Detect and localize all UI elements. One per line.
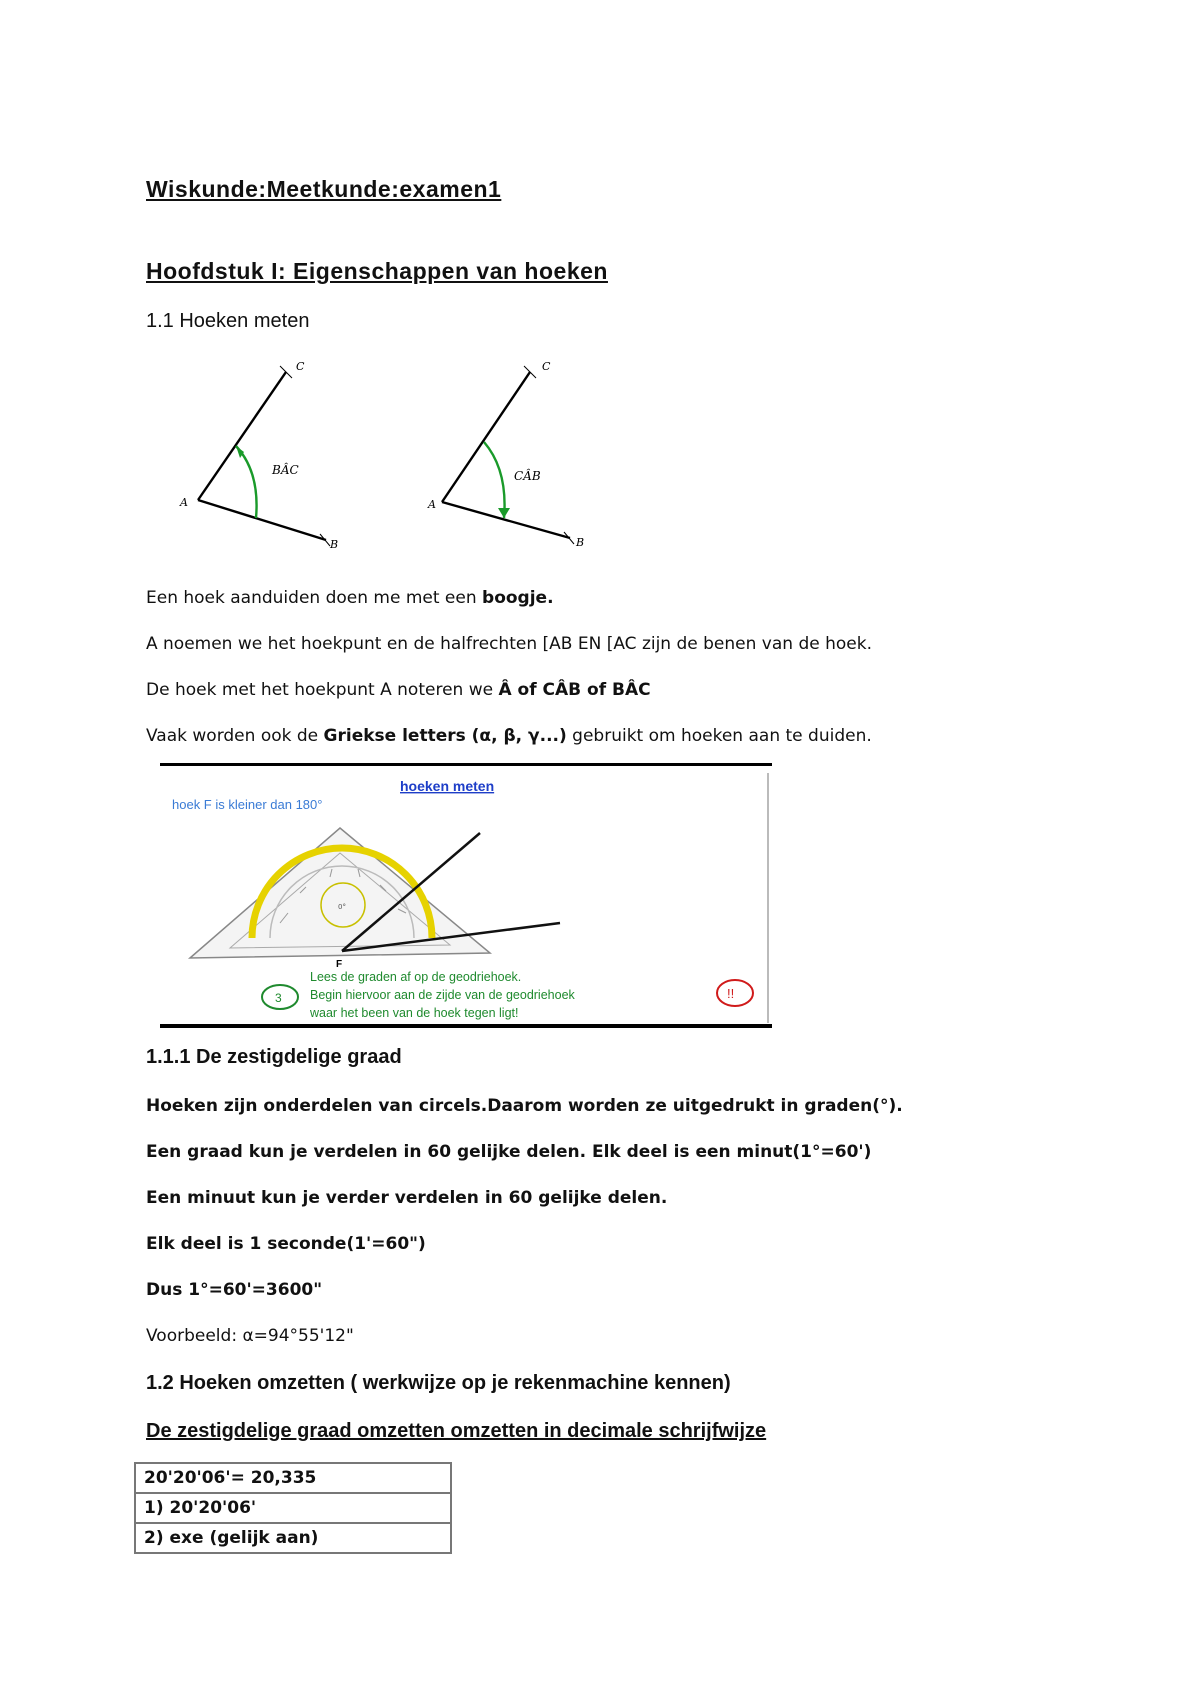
- svg-text:A: A: [428, 498, 436, 511]
- rule-line-1: Hoeken zijn onderdelen van circels.Daarom worden ze uitgedrukt in graden(°).: [146, 1096, 903, 1116]
- paragraph-griekse-letters: Vaak worden ook de Griekse letters (α, β, γ...) gebruikt om hoeken aan te duiden.: [146, 726, 872, 746]
- figure-heading: hoeken meten: [400, 778, 495, 794]
- table-cell: 2) exe (gelijk aan): [135, 1523, 451, 1553]
- svg-text:0°: 0°: [338, 903, 346, 911]
- rule-line-5: Dus 1°=60'=3600": [146, 1280, 323, 1300]
- document-title: Wiskunde:Meetkunde:examen1: [146, 176, 502, 202]
- section-heading-1-1-1: 1.1.1 De zestigdelige graad: [146, 1046, 402, 1068]
- angle-cab-diagram: [427, 360, 584, 549]
- step-number: 3: [275, 991, 282, 1005]
- table-row: [135, 1523, 451, 1553]
- rule-line-4: Elk deel is 1 seconde(1'=60"): [146, 1234, 426, 1254]
- paragraph-boogje: Een hoek aanduiden doen me met een boogje.: [146, 588, 554, 608]
- chapter-heading: Hoofdstuk I: Eigenschappen van hoeken: [146, 258, 608, 284]
- section-heading-1-2: 1.2 Hoeken omzetten ( werkwijze op je rekenmachine kennen): [146, 1372, 731, 1394]
- table-cell: 20'20'06'= 20,335: [135, 1463, 451, 1493]
- instruction-line-3: waar het been van de hoek tegen ligt!: [310, 1006, 519, 1020]
- angle-bac-diagram: [179, 360, 338, 551]
- angle-bac-label: BÂC: [272, 463, 299, 477]
- figure-note: hoek F is kleiner dan 180°: [172, 797, 323, 812]
- table-cell: 1) 20'20'06': [135, 1493, 451, 1523]
- svg-text:B: B: [330, 538, 339, 551]
- instruction-line-2: Begin hiervoor aan de zijde van de geodriehoek: [310, 988, 575, 1002]
- table-row: [135, 1493, 451, 1523]
- example-line: Voorbeeld: α=94°55'12": [146, 1326, 354, 1346]
- svg-text:C: C: [296, 360, 305, 373]
- protractor-figure: [160, 763, 772, 1028]
- rule-line-2: Een graad kun je verdelen in 60 gelijke delen. Elk deel is een minut(1°=60'): [146, 1142, 872, 1162]
- paragraph-notatie: De hoek met het hoekpunt A noteren we Â of CÂB of BÂC: [146, 680, 651, 700]
- subsection-heading: De zestigdelige graad omzetten omzetten in decimale schrijfwijze: [146, 1420, 767, 1442]
- table-row: [135, 1463, 451, 1493]
- warning-mark: !!: [727, 986, 735, 1001]
- svg-text:A: A: [180, 496, 188, 509]
- svg-text:B: B: [576, 536, 585, 549]
- svg-text:C: C: [542, 360, 551, 373]
- rule-line-3: Een minuut kun je verder verdelen in 60 gelijke delen.: [146, 1188, 668, 1208]
- paragraph-hoekpunt: A noemen we het hoekpunt en de halfrechten [AB EN [AC zijn de benen van de hoek.: [146, 634, 872, 654]
- conversion-table: [134, 1462, 452, 1554]
- instruction-line-1: Lees de graden af op de geodriehoek.: [310, 970, 522, 984]
- section-heading-1-1: 1.1 Hoeken meten: [146, 310, 310, 332]
- angle-cab-label: CÂB: [514, 469, 541, 483]
- angle-diagrams-figure: [160, 352, 600, 562]
- vertex-label-f: F: [336, 959, 343, 970]
